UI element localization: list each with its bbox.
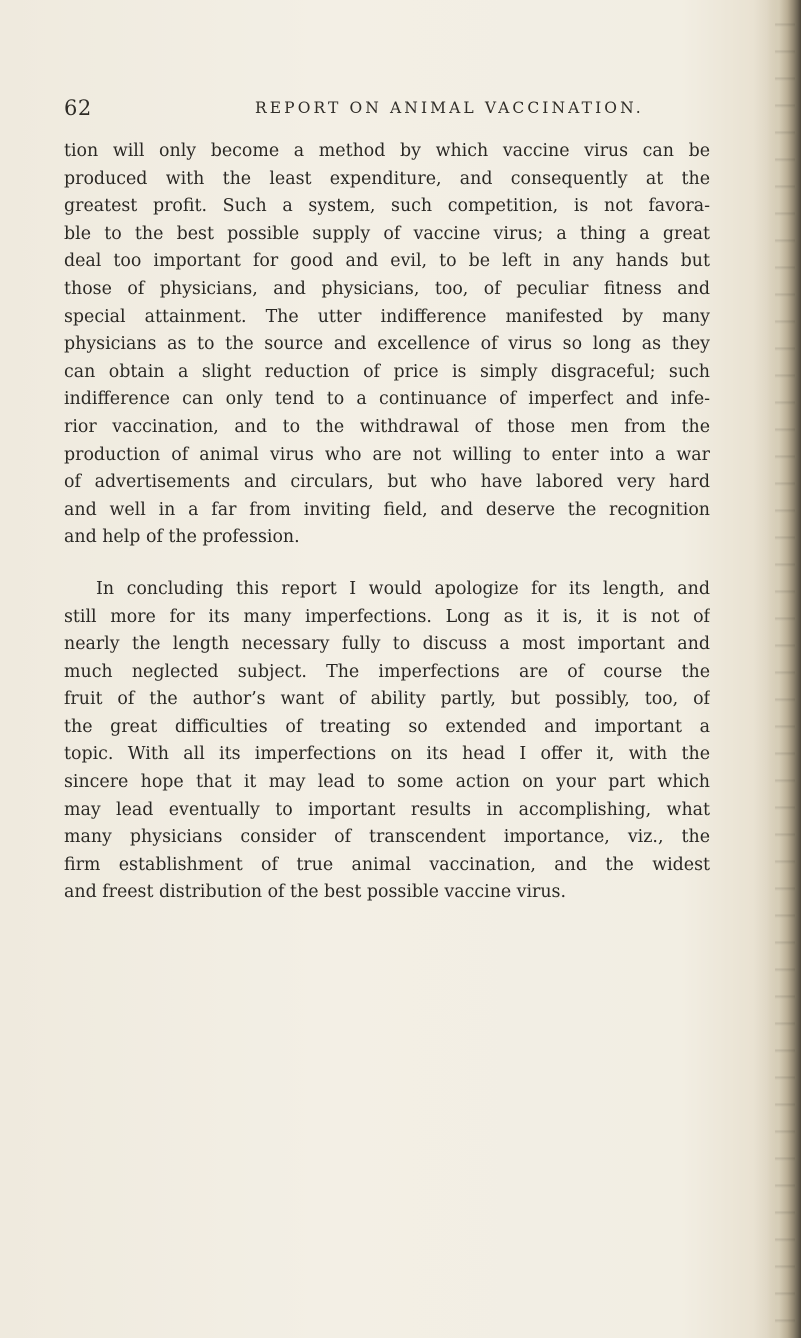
spine-texture bbox=[775, 0, 795, 1338]
text-line: special attainment. The utter indifference manifested by many bbox=[64, 306, 710, 327]
page-number: 62 bbox=[64, 96, 92, 120]
text-line: production of animal virus who are not willing to enter into a war bbox=[64, 444, 710, 465]
page-header bbox=[64, 96, 710, 126]
text-line: deal too important for good and evil, to be left in any hands but bbox=[64, 251, 710, 272]
text-line: topic. With all its imperfections on its head I offer it, with the bbox=[64, 744, 710, 765]
running-head: REPORT ON ANIMAL VACCINATION. bbox=[255, 99, 644, 117]
paragraph bbox=[64, 576, 710, 907]
body-text bbox=[64, 138, 710, 907]
text-line: firm establishment of true animal vaccination, and the widest bbox=[64, 854, 710, 875]
text-line: of advertisements and circulars, but who have labored very hard bbox=[64, 472, 710, 493]
text-line: physicians as to the source and excellence of virus so long as they bbox=[64, 334, 710, 355]
text-line: rior vaccination, and to the withdrawal of those men from the bbox=[64, 416, 710, 437]
text-line: and well in a far from inviting field, and deserve the recognition bbox=[64, 499, 710, 520]
text-line: those of physicians, and physicians, too, of peculiar fitness and bbox=[64, 278, 710, 299]
text-line: indifference can only tend to a continuance of imperfect and infe- bbox=[64, 389, 710, 410]
text-line: fruit of the author’s want of ability partly, but possibly, too, of bbox=[64, 689, 710, 710]
text-line: greatest profit. Such a system, such competition, is not favora- bbox=[64, 196, 710, 217]
text-line: still more for its many imperfections. Long as it is, it is not of bbox=[64, 606, 710, 627]
paragraph-gap bbox=[64, 552, 710, 576]
text-line: can obtain a slight reduction of price is simply disgraceful; such bbox=[64, 361, 710, 382]
text-line: and freest distribution of the best possible vaccine virus. bbox=[64, 882, 567, 903]
text-line: and help of the profession. bbox=[64, 527, 300, 548]
text-line: produced with the least expenditure, and consequently at the bbox=[64, 168, 710, 189]
text-line: ble to the best possible supply of vaccine virus; a thing a great bbox=[64, 223, 710, 244]
text-line: In concluding this report I would apologize for its length, and bbox=[96, 578, 710, 599]
paragraph bbox=[64, 138, 710, 552]
text-line: many physicians consider of transcendent importance, viz., the bbox=[64, 827, 710, 848]
text-line: sincere hope that it may lead to some action on your part which bbox=[64, 772, 710, 793]
text-line: much neglected subject. The imperfections are of course the bbox=[64, 661, 710, 682]
text-line: tion will only become a method by which vaccine virus can be bbox=[64, 141, 710, 161]
text-line: nearly the length necessary fully to discuss a most important and bbox=[64, 634, 710, 655]
text-line: the great difficulties of treating so extended and important a bbox=[64, 716, 710, 737]
text-line: may lead eventually to important results in accomplishing, what bbox=[64, 799, 710, 820]
